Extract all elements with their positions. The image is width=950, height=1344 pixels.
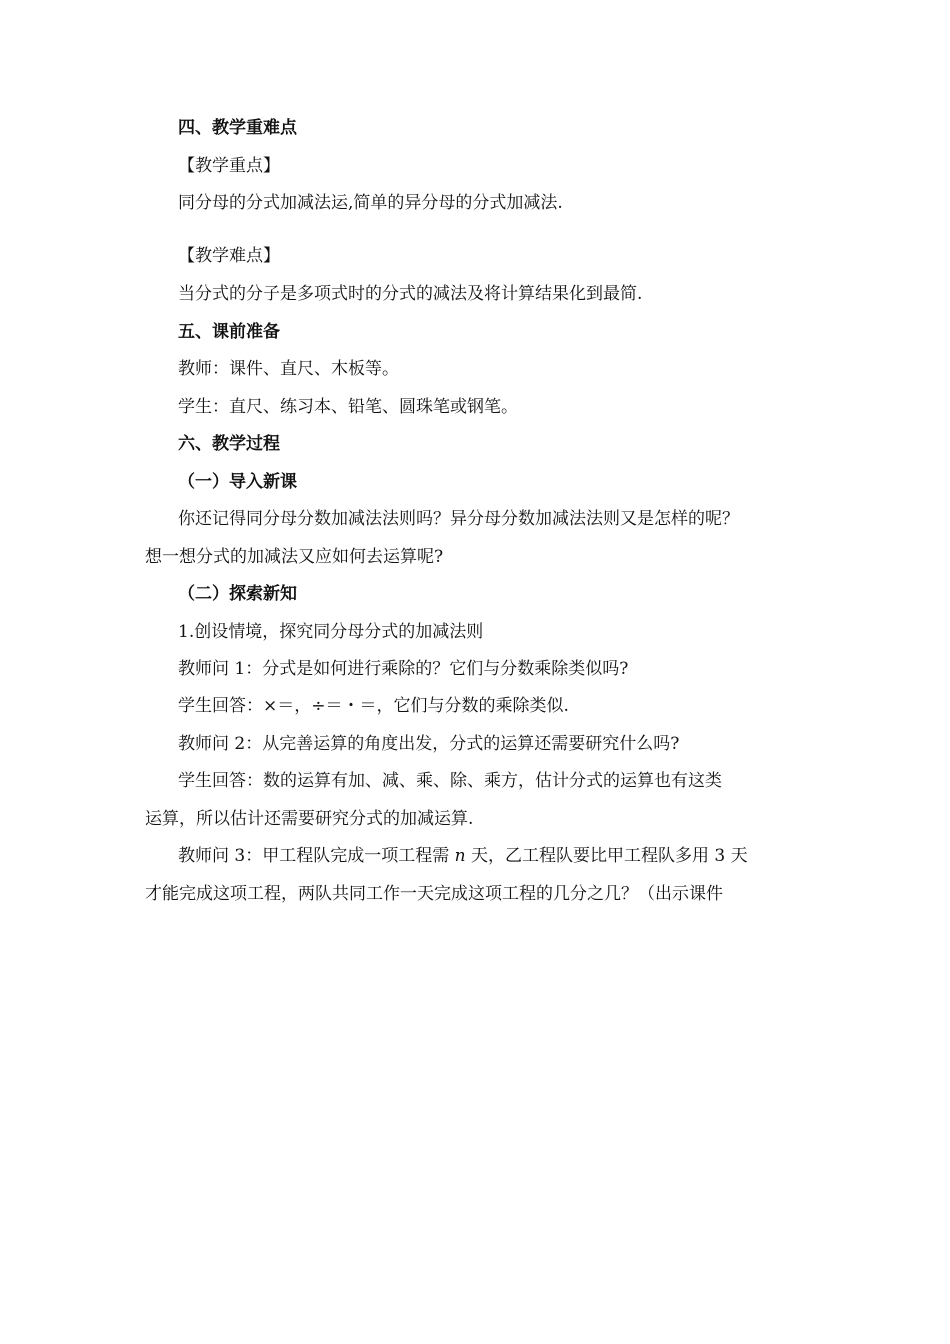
difficulty-text: 当分式的分子是多项式时的分式的减法及将计算结果化到最简. [178, 284, 643, 304]
teacher-question-3-line1 [178, 845, 748, 867]
label-key-point: 【教学重点】 [178, 156, 280, 176]
subheading-explore: （二）探索新知 [178, 584, 297, 604]
teacher-question-1: 教师问 1：分式是如何进行乘除的？它们与分数乘除类似吗? [178, 659, 629, 679]
variable-n: n [454, 846, 466, 866]
student-answer-2-line1: 学生回答：数的运算有加、减、乘、除、乘方，估计分式的运算也有这类 [178, 771, 722, 791]
teacher-question-2: 教师问 2：从完善运算的角度出发，分式的运算还需要研究什么吗? [178, 734, 680, 754]
intro-paragraph-line2: 想一想分式的加减法又应如何去运算呢? [145, 547, 444, 567]
key-point-text: 同分母的分式加减法运,简单的异分母的分式加减法. [178, 193, 563, 213]
intro-paragraph-line1: 你还记得同分母分数加减法法则吗？异分母分数加减法法则又是怎样的呢？ [178, 509, 739, 529]
section-heading-process: 六、教学过程 [178, 434, 280, 454]
question-3-text-start: 教师问 3：甲工程队完成一项工程需 [178, 846, 455, 866]
subheading-intro: （一）导入新课 [178, 472, 297, 492]
label-difficulty: 【教学难点】 [178, 246, 280, 266]
teacher-materials: 教师：课件、直尺、木板等。 [178, 359, 399, 379]
teacher-question-3-line2: 才能完成这项工程，两队共同工作一天完成这项工程的几分之几？（出示课件 [145, 884, 723, 904]
section-heading-preparation: 五、课前准备 [178, 322, 280, 342]
student-answer-1: 学生回答：×＝，÷＝・＝，它们与分数的乘除类似. [178, 696, 569, 716]
section-heading-key-points: 四、教学重难点 [178, 118, 297, 138]
question-3-text-end: 天，乙工程队要比甲工程队多用 3 天 [465, 846, 748, 866]
student-answer-2-line2: 运算，所以估计还需要研究分式的加减运算. [145, 809, 474, 829]
student-materials: 学生：直尺、练习本、铅笔、圆珠笔或钢笔。 [178, 397, 518, 417]
step-1-title: 1.创设情境，探究同分母分式的加减法则 [178, 622, 484, 642]
